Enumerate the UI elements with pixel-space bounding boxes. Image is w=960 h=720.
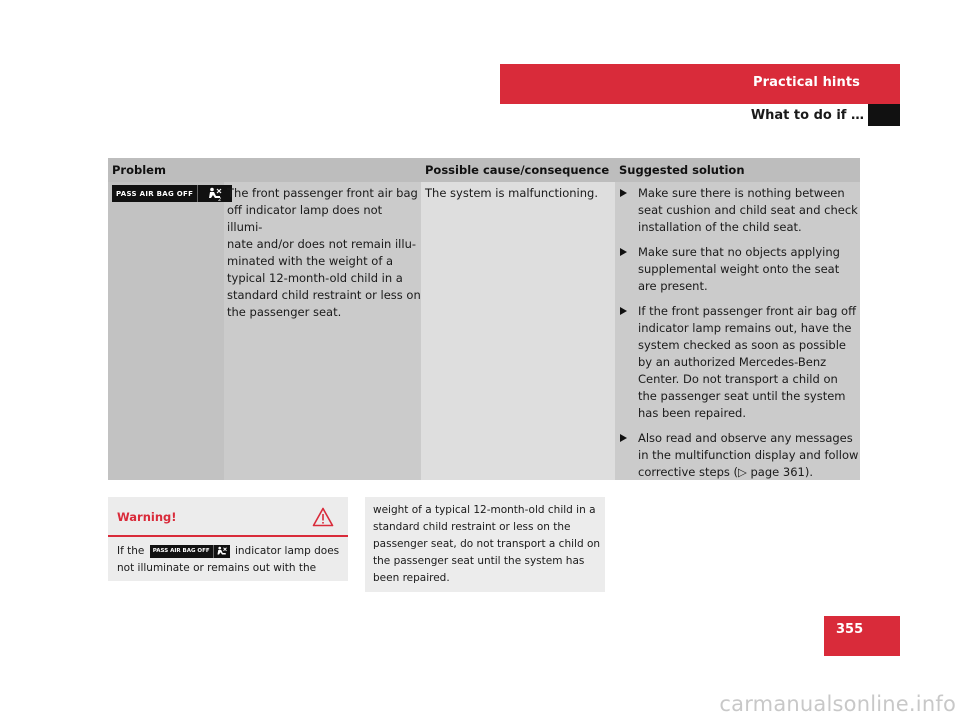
warning-continuation-text: weight of a typical 12-month-old child in a standard child restraint or less on the passenger seat, do not transport a child on the passenger seat until the system has been repaired. [373,504,601,584]
warning-divider [108,535,348,537]
solution-text: Make sure there is nothing between seat cushion and child seat and check installation of the child seat. [638,186,858,234]
header-tab-marker [868,104,900,126]
column-header-problem: Problem [112,163,166,177]
page-number-tab [824,616,900,656]
warning-text-start: If the [117,545,145,557]
pass-air-bag-off-lamp [112,185,232,202]
warning-continuation-box [365,497,605,592]
problem-line: The front passenger front air bag [227,186,418,200]
bullet-arrow-icon [620,248,627,256]
bullet-arrow-icon [620,434,627,442]
solution-item [620,185,860,236]
lamp-label: PASS AIR BAG OFF [116,189,194,198]
watermark-text: carmanualsonline.info [719,692,956,716]
warning-title: Warning! [117,510,177,524]
inline-pass-air-bag-off-lamp [150,545,230,558]
solution-list [620,185,860,489]
bullet-arrow-icon [620,189,627,197]
problem-description [227,185,421,321]
bullet-arrow-icon [620,307,627,315]
child-seat-icon [213,545,230,558]
problem-line: the passenger seat. [227,305,342,319]
solution-text: Make sure that no objects applying supplemental weight onto the seat are present. [638,245,840,293]
warning-box [108,497,348,581]
solution-item [620,244,860,295]
solution-text: If the front passenger front air bag off indicator lamp remains out, have the system checked as soon as possible by an authorized Mercedes-Benz Center. Do not transport a child on the passenger seat until the system has been repaired. [638,304,856,420]
problem-line: off indicator lamp does not illumi- [227,203,383,234]
problem-line: minated with the weight of a [227,254,394,268]
problem-line: typical 12-month-old child in a [227,271,403,285]
section-header-band [500,64,900,104]
indicator-column [108,182,224,480]
problem-line: standard child restraint or less on [227,288,421,302]
solution-item [620,303,860,422]
page-number: 355 [836,622,864,637]
troubleshooting-table [108,158,860,480]
cause-text: The system is malfunctioning. [425,186,598,200]
problem-line: nate and/or does not remain illu- [227,237,417,251]
table-header-row [108,158,860,182]
column-header-cause: Possible cause/consequence [425,163,610,177]
warning-triangle-icon [312,507,334,531]
subsection-title: What to do if … [750,108,864,123]
solution-item [620,430,860,481]
inline-lamp-label: PASS AIR BAG OFF [152,547,210,554]
warning-text [117,543,342,577]
solution-text: Also read and observe any messages in the multifunction display and follow corrective steps (▷ page 361). [638,431,859,479]
section-title: Practical hints [753,75,860,90]
cause-cell [421,182,615,480]
svg-text:2: 2 [218,196,222,201]
column-header-solution: Suggested solution [619,163,745,177]
warning-text-end: indicator lamp does not illuminate or remains out with the [117,545,340,574]
